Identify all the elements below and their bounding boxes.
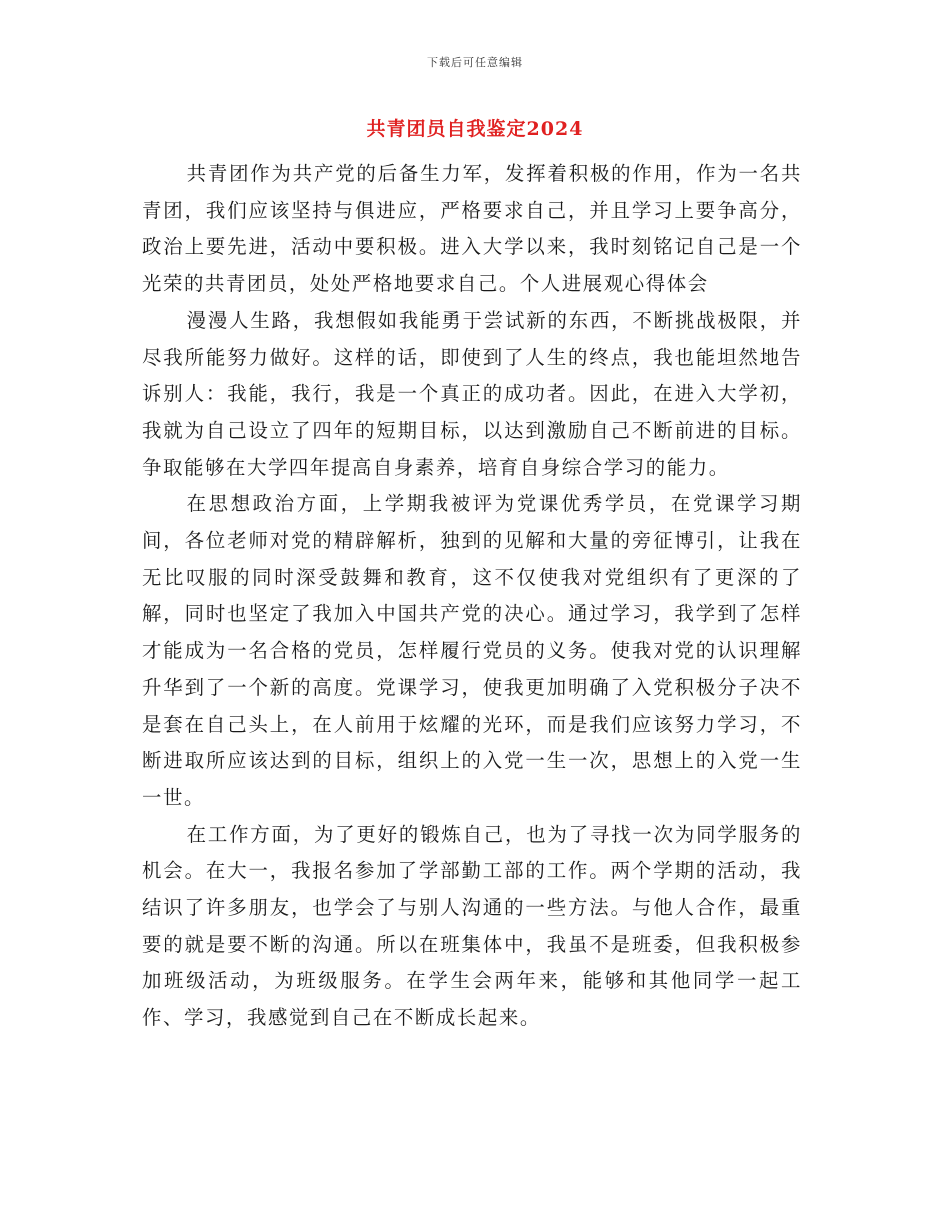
- paragraph: 在工作方面，为了更好的锻炼自己，也为了寻找一次为同学服务的机会。在大一，我报名参加了学部勤工部的工作。两个学期的活动，我结识了许多朋友，也学会了与别人沟通的一些方法。与他人合作，最重要的就是要不断的沟通。所以在班集体中，我虽不是班委，但我积极参加班级活动，为班级服务。在学生会两年来，能够和其他同学一起工作、学习，我感觉到自己在不断成长起来。: [142, 822, 802, 1030]
- header-note: 下载后可任意编辑: [427, 56, 523, 69]
- document-title: 共青团员自我鉴定2024: [366, 118, 584, 140]
- paragraph: 共青团作为共产党的后备生力军，发挥着积极的作用，作为一名共青团，我们应该坚持与俱进应，严格要求自己，并且学习上要争高分，政治上要先进，活动中要积极。进入大学以来，我时刻铭记自己是一个光荣的共青团员，处处严格地要求自己。个人进展观心得体会: [142, 162, 802, 296]
- paragraph: 漫漫人生路，我想假如我能勇于尝试新的东西，不断挑战极限，并尽我所能努力做好。这样的话，即使到了人生的终点，我也能坦然地告诉别人：我能，我行，我是一个真正的成功者。因此，在进入大学初，我就为自己设立了四年的短期目标，以达到激励自己不断前进的目标。争取能够在大学四年提高自身素养，培育自身综合学习的能力。: [142, 308, 802, 479]
- paragraph: 在思想政治方面，上学期我被评为党课优秀学员，在党课学习期间，各位老师对党的精辟解析，独到的见解和大量的旁征博引，让我在无比叹服的同时深受鼓舞和教育，这不仅使我对党组织有了更深的了解，同时也坚定了我加入中国共产党的决心。通过学习，我学到了怎样才能成为一名合格的党员，怎样履行党员的义务。使我对党的认识理解升华到了一个新的高度。党课学习，使我更加明确了入党积极分子决不是套在自己头上，在人前用于炫耀的光环，而是我们应该努力学习，不断进取所应该达到的目标，组织上的入党一生一次，思想上的入党一生一世。: [142, 492, 802, 809]
- document-body: [142, 156, 802, 1037]
